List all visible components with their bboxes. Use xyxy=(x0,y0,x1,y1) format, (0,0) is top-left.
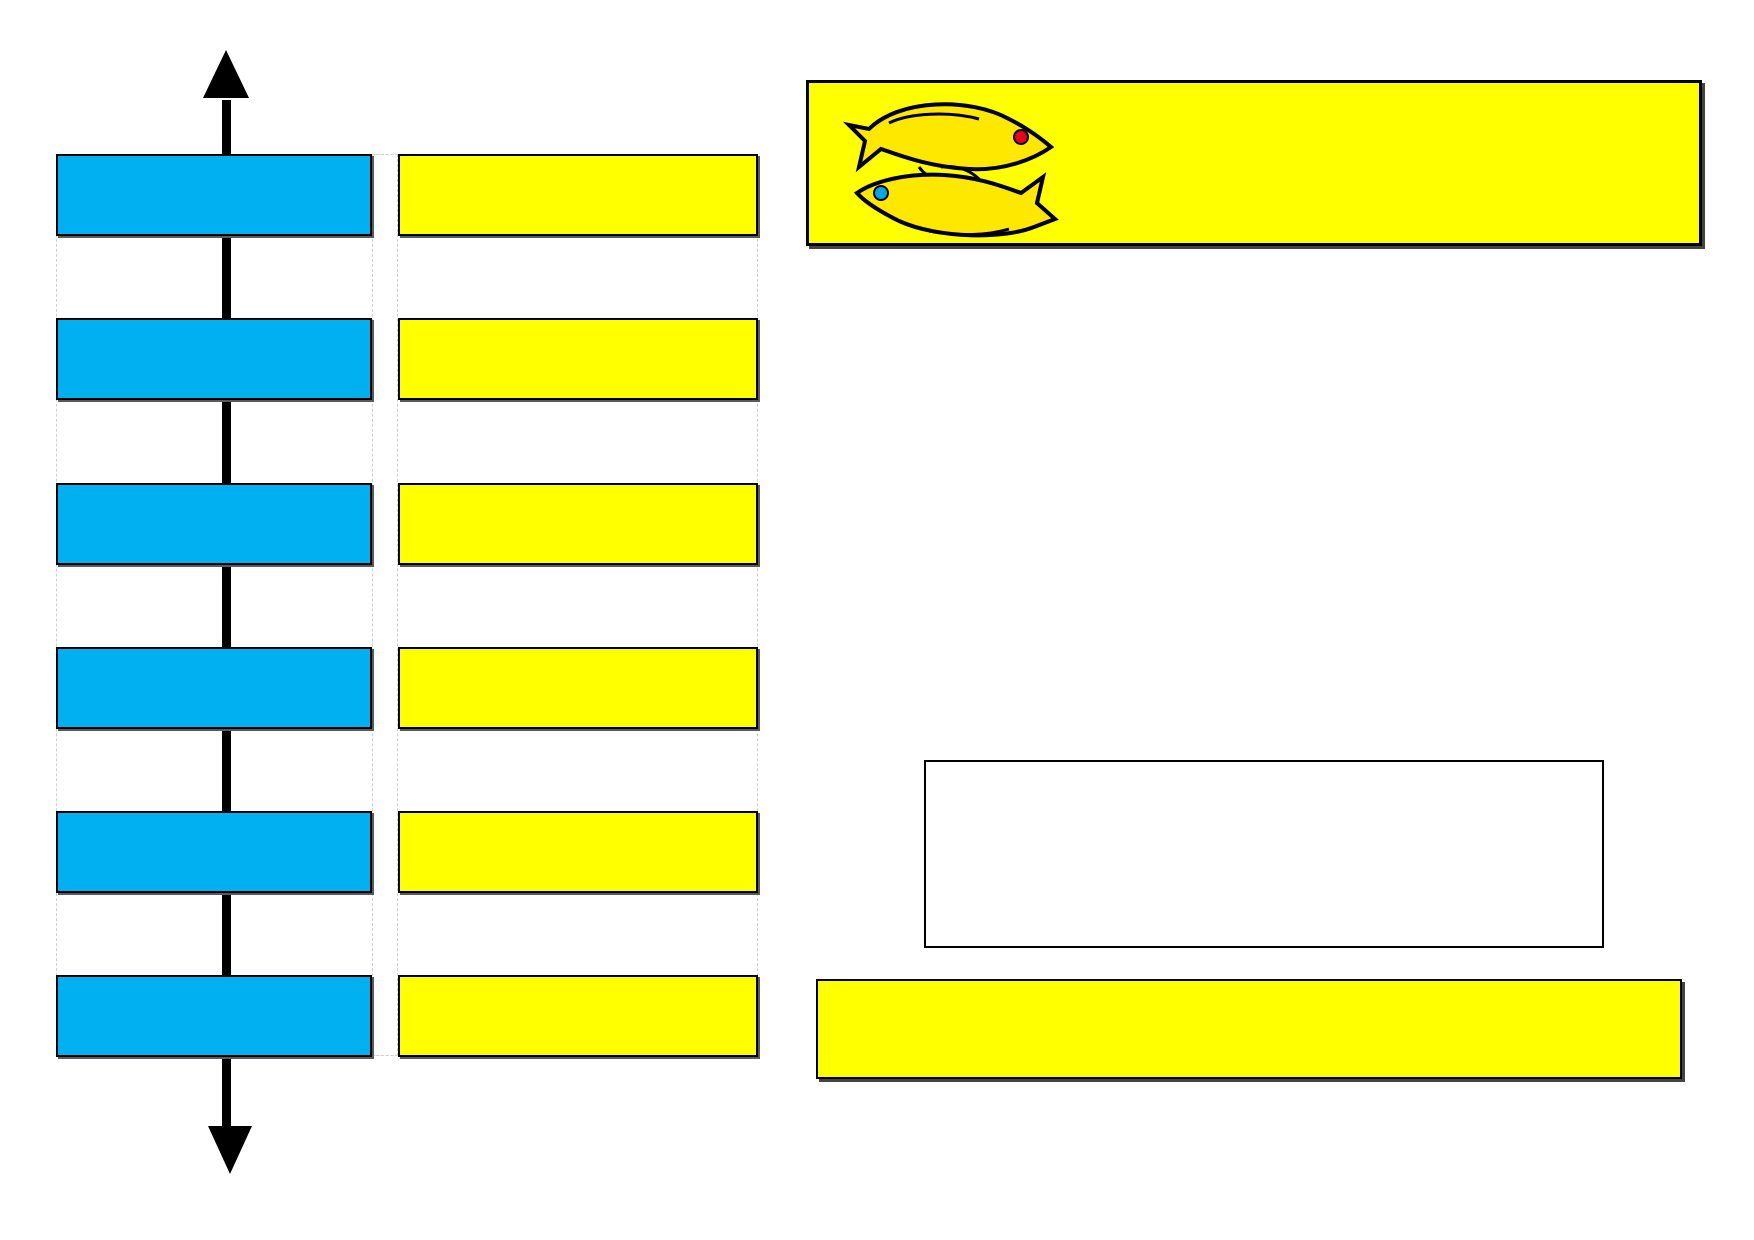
test-equipment-box xyxy=(924,760,1604,948)
range-moderately-hard xyxy=(398,483,758,565)
gh-heading-mark xyxy=(1075,300,1475,500)
range-soft xyxy=(398,975,758,1057)
fish-icon xyxy=(829,89,1069,239)
range-slightly-hard xyxy=(398,647,758,729)
range-hard xyxy=(398,318,758,400)
scale-grid-guide xyxy=(56,154,758,1056)
arrow-down-icon xyxy=(208,1126,252,1174)
level-moderately-hard xyxy=(56,483,372,565)
page-subtitle xyxy=(880,496,1640,568)
aqua-pics-logo xyxy=(806,80,1702,246)
gh-description xyxy=(810,606,1710,726)
logo-tagline xyxy=(1154,185,1614,241)
level-hard xyxy=(56,318,372,400)
range-very-hard xyxy=(398,154,758,236)
tds-callout xyxy=(816,979,1682,1079)
level-slightly-hard xyxy=(56,647,372,729)
logo-title xyxy=(1081,83,1681,193)
level-moderately-soft xyxy=(56,811,372,893)
scale-grid-gutter xyxy=(372,154,398,1056)
range-moderately-soft xyxy=(398,811,758,893)
arrow-up-icon xyxy=(203,50,249,98)
level-soft xyxy=(56,975,372,1057)
level-very-hard xyxy=(56,154,372,236)
